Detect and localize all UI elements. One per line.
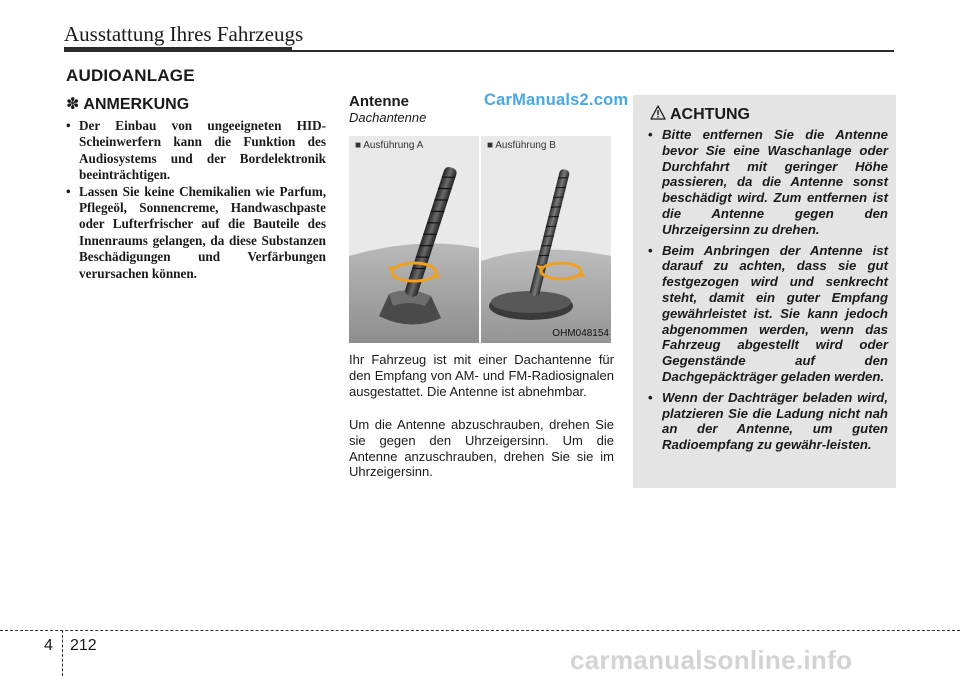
antenna-b-illustration-icon [481,136,611,343]
header-rule-thin [292,50,894,52]
figure-code: OHM048154 [552,328,609,339]
antenna-subtitle: Dachantenne [349,110,427,125]
caution-heading: ACHTUNG [670,106,750,123]
antenna-a-illustration-icon [349,136,479,343]
footer-chapter-number: 4 [44,637,53,654]
figure-antenna-version-b [481,136,611,343]
note-symbol-icon: ✽ [66,96,80,113]
section-title: AUDIOANLAGE [66,66,195,85]
footer-rule [0,630,960,631]
caution-item: • Wenn der Dachträger beladen wird, platzieren Sie die Ladung nicht nah an der Antenne, um guten Radioempfang zu gewähr-leisten. [648,390,888,453]
note-item: • Lassen Sie keine Chemikalien wie Parfum, Pflegeöl, Sonnencreme, Handwaschpaste oder Lufterfrischer auf die Bauteile des Innenraums gelangen, da diese Substanzen Beschädigungen und Verfärbungen verursachen können. [66,184,326,282]
chapter-title: Ausstattung Ihres Fahrzeugs [64,22,304,46]
footer-watermark: carmanualsonline.info [570,645,853,675]
figure-antenna-version-a [349,136,479,343]
note-heading-text: ANMERKUNG [83,96,190,113]
caution-item: • Beim Anbringen der Antenne ist darauf zu achten, dass sie gut festgezogen wird und senkrecht steht, damit ein guter Empfang gewährleistet ist. Sie kann jedoch abgenommen werden, wenn das Fahrzeug abgestellt wird oder Gegenstände auf den Dachgepäckträger geladen werden. [648,243,888,385]
warning-triangle-icon [650,105,666,120]
antenna-paragraph: Ihr Fahrzeug ist mit einer Dachantenne für den Empfang von AM- und FM-Radiosignalen ausgestattet. Die Antenne ist abnehmbar. [349,352,614,399]
caution-item: • Bitte entfernen Sie die Antenne bevor Sie eine Waschanlage oder Durchfahrt mit geringer Höhe passieren, da die Antenne sonst beschädigt wird. Zum entfernen ist die Antenne gegen den Uhrzeigersinn zu drehen. [648,127,888,238]
note-item: • Der Einbau von ungeeigneten HID-Scheinwerfern kann die Funktion des Audiosystems und der Bordelektronik beeinträchtigen. [66,118,326,184]
antenna-title: Antenne [349,93,409,110]
antenna-paragraph: Um die Antenne abzuschrauben, drehen Sie sie gegen den Uhrzeigersinn. Um die Antenne anzuschrauben, drehen Sie sie im Uhrzeigersinn. [349,417,614,480]
header-rule-thick [64,47,292,52]
footer-page-number: 212 [70,637,97,654]
footer-divider [62,630,63,676]
caution-list [648,127,888,458]
figure-a-label: ■ Ausführung A [355,140,424,151]
note-heading [66,94,189,114]
figure-b-label: ■ Ausführung B [487,140,556,151]
site-watermark: CarManuals2.com [484,91,629,109]
note-list [66,118,326,282]
